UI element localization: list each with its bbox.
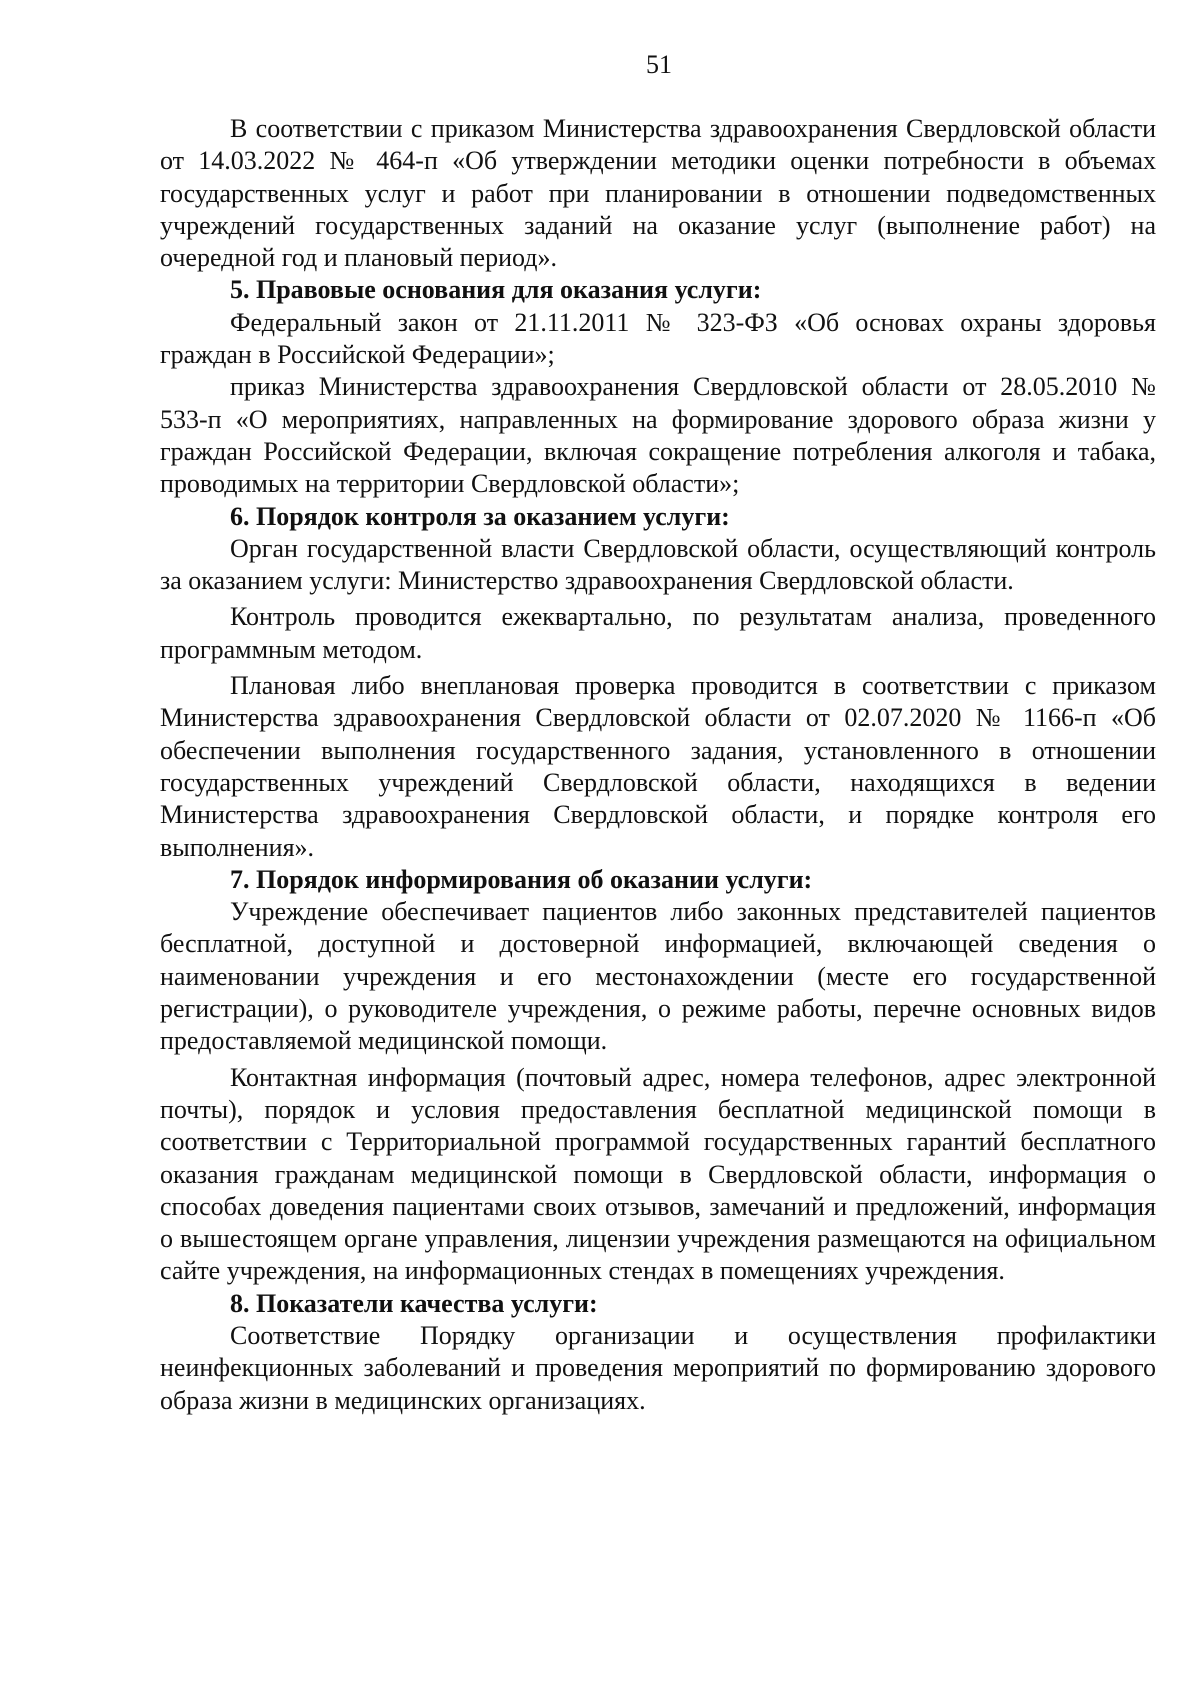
- paragraph-control-authority: Орган государственной власти Свердловской области, осуществляющий контроль за оказанием услуги: Министерство здравоохранения Свердловской области.: [160, 533, 1156, 596]
- paragraph-patient-information: Учреждение обеспечивает пациентов либо законных представителей пациентов бесплатной, доступной и достоверной информацией, включающей сведения о наименовании учреждения и его местонахождении (месте его государственной регистрации), о руководителе учреждения, о режиме работы, перечне основных видов предоставляемой медицинской помощи.: [160, 897, 1156, 1056]
- page-number: 51: [646, 50, 672, 79]
- paragraph-quarterly-control: Контроль проводится ежеквартально, по результатам анализа, проведенного программным методом.: [160, 602, 1156, 664]
- paragraph-ministry-order-2010: приказ Министерства здравоохранения Свердловской области от 28.05.2010 № 533-п «О мероприятиях, направленных на формирование здорового образа жизни у граждан Российской Федерации, включая сокращение потребления алкоголя и табака, проводимых на территории Свердловской области»;: [160, 372, 1156, 499]
- section-heading-5: 5. Правовые основания для оказания услуги:: [230, 275, 762, 305]
- paragraph-federal-law: Федеральный закон от 21.11.2011 № 323-ФЗ «Об основах охраны здоровья граждан в Российской Федерации»;: [160, 307, 1156, 370]
- paragraph-order-reference: В соответствии с приказом Министерства здравоохранения Свердловской области от 14.03.2022 № 464-п «Об утверждении методики оценки потребности в объемах государственных услуг и работ при планировании в отношении подведомственных учреждений государственных заданий на оказание услуг (выполнение работ) на очередной год и плановый период».: [160, 114, 1156, 273]
- document-body: [160, 113, 1156, 1417]
- paragraph-quality-indicators: Соответствие Порядку организации и осуществления профилактики неинфекционных заболеваний и проведения мероприятий по формированию здорового образа жизни в медицинских организациях.: [160, 1320, 1156, 1415]
- section-heading-6: 6. Порядок контроля за оказанием услуги:: [230, 501, 730, 531]
- paragraph-inspection: Плановая либо внеплановая проверка проводится в соответствии с приказом Министерства здравоохранения Свердловской области от 02.07.2020 № 1166-п «Об обеспечении выполнения государственного задания, установленного в отношении государственных учреждений Свердловской области, находящихся в ведении Министерства здравоохранения Свердловской области, и порядке контроля его выполнения».: [160, 671, 1156, 862]
- section-heading-7: 7. Порядок информирования об оказании услуги:: [230, 864, 813, 894]
- paragraph-contact-information: Контактная информация (почтовый адрес, номера телефонов, адрес электронной почты), порядок и условия предоставления бесплатной медицинской помощи в соответствии с Территориальной программой государственных гарантий бесплатного оказания гражданам медицинской помощи в Свердловской области, информация о способах доведения пациентами своих отзывов, замечаний и предложений, информация о вышестоящем органе управления, лицензии учреждения размещаются на официальном сайте учреждения, на информационных стендах в помещениях учреждения.: [160, 1062, 1156, 1286]
- section-heading-8: 8. Показатели качества услуги:: [230, 1288, 598, 1318]
